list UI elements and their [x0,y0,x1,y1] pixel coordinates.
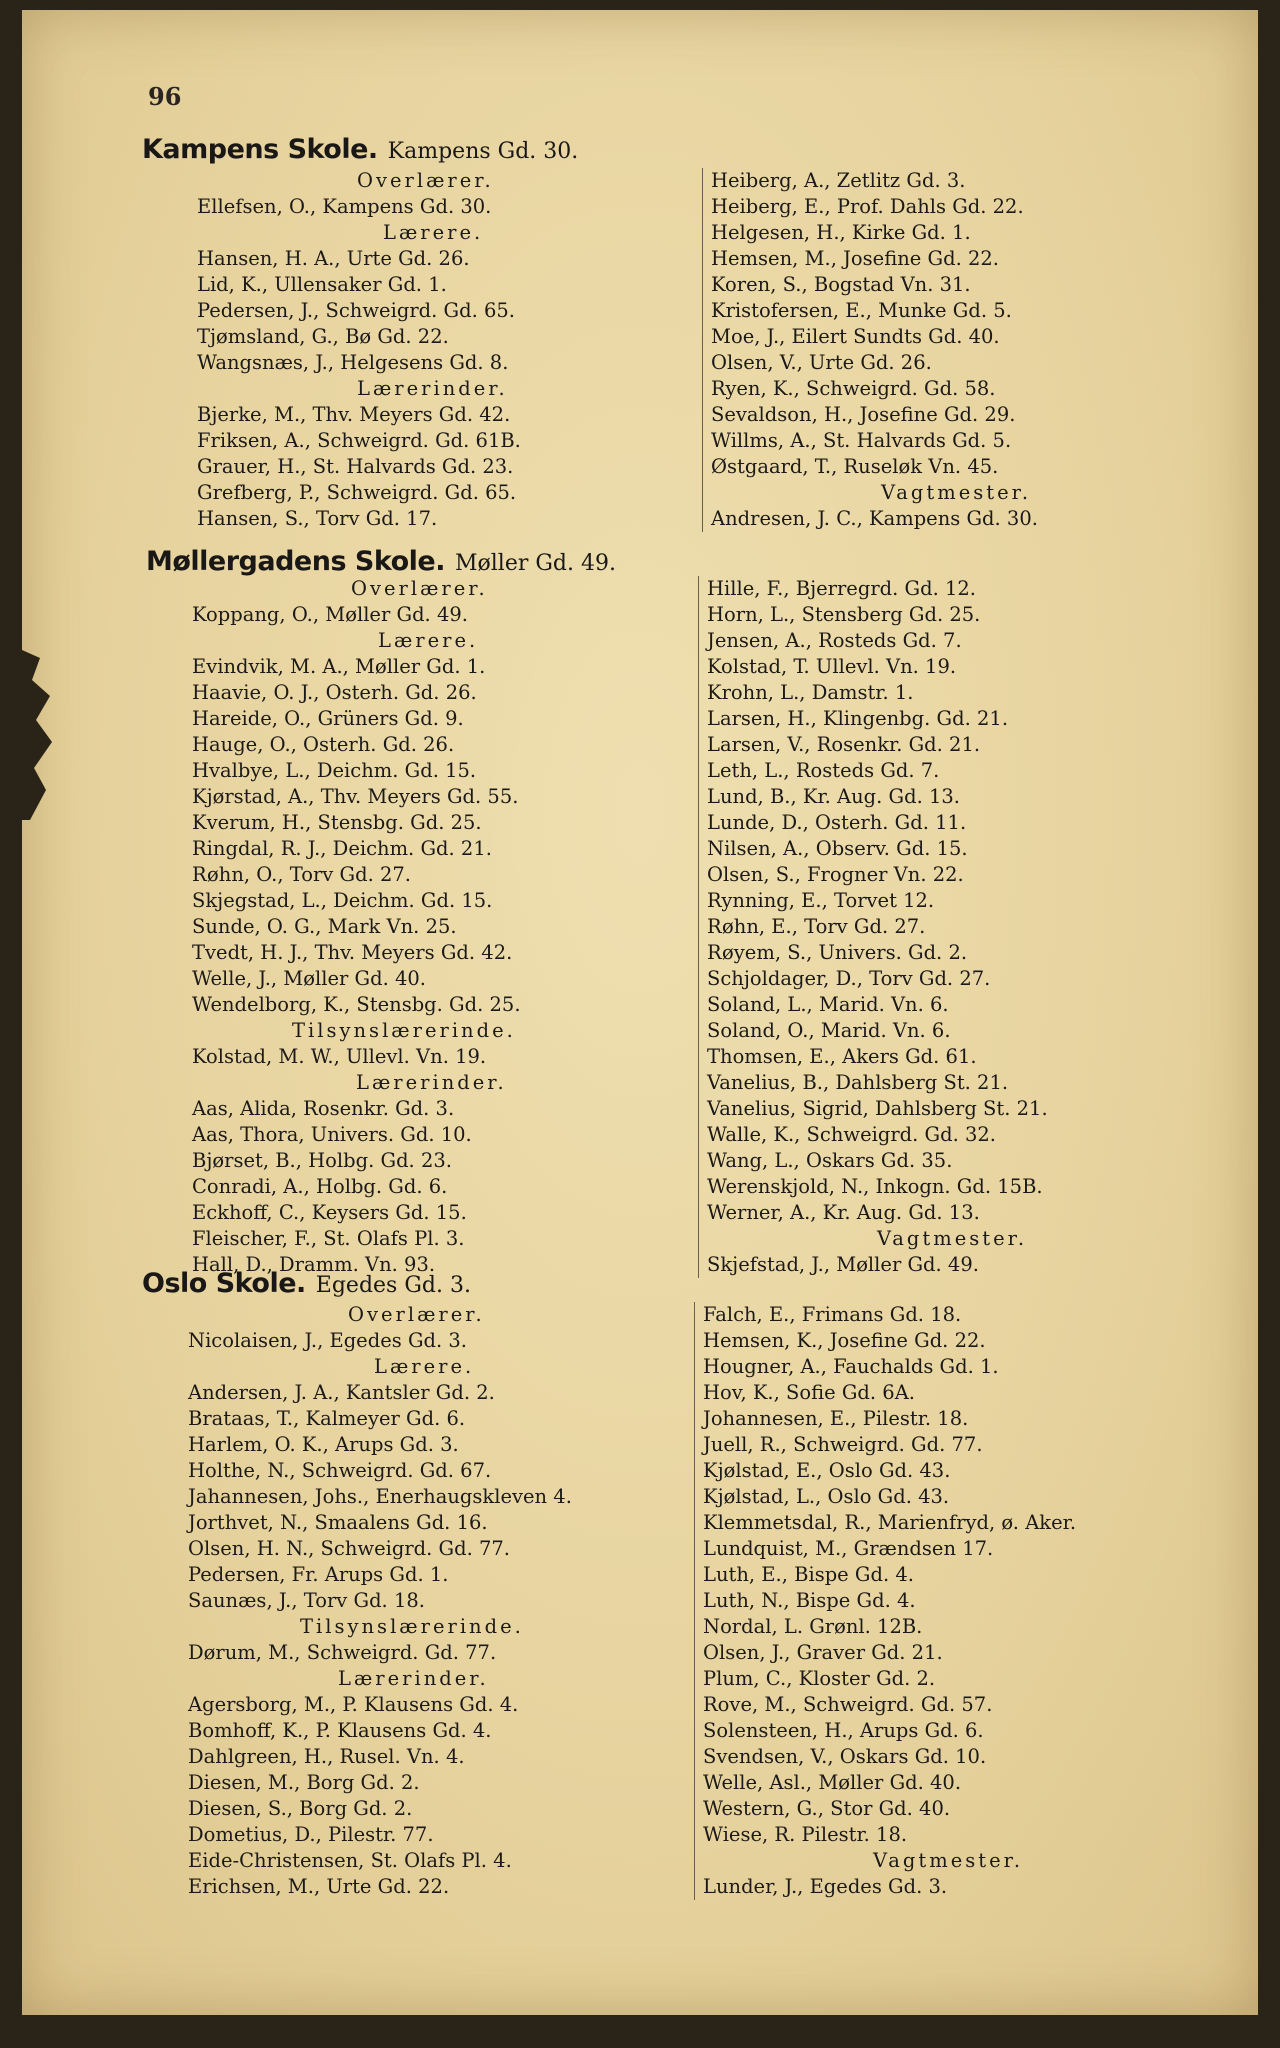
list-item: Kverum, H., Stensbg. Gd. 25. [192,811,482,834]
role-subheading: Lærere. [374,1355,475,1378]
list-item: Soland, O., Marid. Vn. 6. [707,1019,951,1042]
list-item: Horn, L., Stensberg Gd. 25. [707,603,981,626]
list-item: Conradi, A., Holbg. Gd. 6. [192,1175,448,1198]
list-item: Hvalbye, L., Deichm. Gd. 15. [192,759,477,782]
list-item: Olsen, J., Graver Gd. 21. [703,1641,943,1664]
list-item: Luth, E., Bispe Gd. 4. [703,1563,914,1586]
list-item: Welle, Asl., Møller Gd. 40. [703,1771,962,1794]
list-item: Koren, S., Bogstad Vn. 31. [711,273,971,296]
list-item: Nilsen, A., Observ. Gd. 15. [707,837,968,860]
list-item: Jahannesen, Johs., Enerhaugskleven 4. [188,1485,572,1508]
role-subheading: Lærerinder. [356,1071,507,1094]
list-item: Evindvik, M. A., Møller Gd. 1. [192,655,486,678]
list-item: Skjegstad, L., Deichm. Gd. 15. [192,889,493,912]
list-item: Plum, C., Kloster Gd. 2. [703,1667,936,1690]
list-item: Kolstad, M. W., Ullevl. Vn. 19. [192,1045,487,1068]
list-item: Johannesen, E., Pilestr. 18. [703,1407,969,1430]
school-name: Kampens Skole. [142,134,378,165]
list-item: Helgesen, H., Kirke Gd. 1. [711,221,971,244]
list-item: Ringdal, R. J., Deichm. Gd. 21. [192,837,492,860]
list-item: Diesen, M., Borg Gd. 2. [188,1771,420,1794]
list-item: Hareide, O., Grüners Gd. 9. [192,707,464,730]
list-item: Svendsen, V., Oskars Gd. 10. [703,1745,987,1768]
list-item: Heiberg, A., Zetlitz Gd. 3. [711,169,966,192]
torn-edge [22,650,82,820]
list-item: Nordal, L. Grønl. 12B. [703,1615,923,1638]
list-item: Schjoldager, D., Torv Gd. 27. [707,967,991,990]
section-heading [142,134,578,165]
list-item: Brataas, T., Kalmeyer Gd. 6. [188,1407,466,1430]
list-item: Tjømsland, G., Bø Gd. 22. [197,325,449,348]
list-item: Pedersen, Fr. Arups Gd. 1. [188,1563,449,1586]
list-item: Olsen, H. N., Schweigrd. Gd. 77. [188,1537,510,1560]
list-item: Werner, A., Kr. Aug. Gd. 13. [707,1201,980,1224]
list-item: Østgaard, T., Ruseløk Vn. 45. [711,455,999,478]
list-item: Luth, N., Bispe Gd. 4. [703,1589,916,1612]
list-item: Andresen, J. C., Kampens Gd. 30. [711,507,1038,530]
list-item: Wendelborg, K., Stensbg. Gd. 25. [192,993,521,1016]
role-subheading: Lærere. [378,629,479,652]
directory-page [22,10,1258,2015]
list-item: Røhn, E., Torv Gd. 27. [707,915,926,938]
list-item: Leth, L., Rosteds Gd. 7. [707,759,940,782]
role-subheading: Vagtmester. [877,1227,1028,1250]
left-column [170,1302,572,1900]
list-item: Vanelius, Sigrid, Dahlsberg St. 21. [707,1097,1048,1120]
list-item: Lid, K., Ullensaker Gd. 1. [197,273,447,296]
page-number: 96 [148,82,182,111]
list-item: Bomhoff, K., P. Klausens Gd. 4. [188,1719,492,1742]
list-item: Saunæs, J., Torv Gd. 18. [188,1589,425,1612]
list-item: Dørum, M., Schweigrd. Gd. 77. [188,1641,497,1664]
list-item: Dahlgreen, H., Rusel. Vn. 4. [188,1745,465,1768]
list-item: Wiese, R. Pilestr. 18. [703,1823,908,1846]
list-item: Willms, A., St. Halvards Gd. 5. [711,429,1012,452]
list-item: Diesen, S., Borg Gd. 2. [188,1797,413,1820]
list-item: Juell, R., Schweigrd. Gd. 77. [703,1433,983,1456]
role-subheading: Tilsynslærerinde. [300,1615,524,1638]
section-heading [146,546,616,577]
list-item: Thomsen, E., Akers Gd. 61. [707,1045,977,1068]
list-item: Ellefsen, O., Kampens Gd. 30. [197,195,492,218]
list-item: Pedersen, J., Schweigrd. Gd. 65. [197,299,515,322]
list-item: Hall, D., Dramm. Vn. 93. [192,1253,436,1276]
list-item: Soland, L., Marid. Vn. 6. [707,993,949,1016]
list-item: Bjerke, M., Thv. Meyers Gd. 42. [197,403,511,426]
list-item: Erichsen, M., Urte Gd. 22. [188,1875,450,1898]
list-item: Dometius, D., Pilestr. 77. [188,1823,434,1846]
list-item: Sevaldson, H., Josefine Gd. 29. [711,403,1016,426]
list-item: Vanelius, B., Dahlsberg St. 21. [707,1071,1009,1094]
list-item: Skjefstad, J., Møller Gd. 49. [707,1253,979,1276]
list-item: Harlem, O. K., Arups Gd. 3. [188,1433,459,1456]
list-item: Sunde, O. G., Mark Vn. 25. [192,915,457,938]
role-subheading: Overlærer. [348,1303,485,1326]
list-item: Jorthvet, N., Smaalens Gd. 16. [188,1511,488,1534]
list-item: Hansen, H. A., Urte Gd. 26. [197,247,470,270]
left-column [170,576,521,1278]
list-item: Andersen, J. A., Kantsler Gd. 2. [188,1381,495,1404]
list-item: Kolstad, T. Ullevl. Vn. 19. [707,655,957,678]
right-column [702,168,1038,532]
list-item: Agersborg, M., P. Klausens Gd. 4. [188,1693,519,1716]
list-item: Jensen, A., Rosteds Gd. 7. [707,629,962,652]
list-item: Tvedt, H. J., Thv. Meyers Gd. 42. [192,941,513,964]
role-subheading: Lærere. [383,221,484,244]
list-item: Kjølstad, E., Oslo Gd. 43. [703,1459,951,1482]
school-address: Egedes Gd. 3. [315,1273,471,1298]
list-item: Hansen, S., Torv Gd. 17. [197,507,438,530]
list-item: Wang, L., Oskars Gd. 35. [707,1149,953,1172]
role-subheading: Overlærer. [357,169,494,192]
list-item: Aas, Thora, Univers. Gd. 10. [192,1123,472,1146]
list-item: Wangsnæs, J., Helgesens Gd. 8. [197,351,509,374]
list-item: Grauer, H., St. Halvards Gd. 23. [197,455,514,478]
school-address: Kampens Gd. 30. [387,139,579,164]
list-item: Klemmetsdal, R., Marienfryd, ø. Aker. [703,1511,1077,1534]
list-item: Holthe, N., Schweigrd. Gd. 67. [188,1459,492,1482]
section-heading [142,1268,471,1299]
list-item: Haavie, O. J., Osterh. Gd. 26. [192,681,477,704]
school-address: Møller Gd. 49. [454,551,616,576]
list-item: Røyem, S., Univers. Gd. 2. [707,941,968,964]
list-item: Rove, M., Schweigrd. Gd. 57. [703,1693,993,1716]
list-item: Eide-Christensen, St. Olafs Pl. 4. [188,1849,512,1872]
list-item: Kjølstad, L., Oslo Gd. 43. [703,1485,950,1508]
list-item: Bjørset, B., Holbg. Gd. 23. [192,1149,452,1172]
list-item: Olsen, S., Frogner Vn. 22. [707,863,964,886]
list-item: Lund, B., Kr. Aug. Gd. 13. [707,785,961,808]
list-item: Hougner, A., Fauchalds Gd. 1. [703,1355,999,1378]
role-subheading: Lærerinder. [357,377,508,400]
list-item: Kjørstad, A., Thv. Meyers Gd. 55. [192,785,519,808]
role-subheading: Tilsynslærerinde. [292,1019,516,1042]
role-subheading: Overlærer. [351,577,488,600]
list-item: Werenskjold, N., Inkogn. Gd. 15B. [707,1175,1043,1198]
school-name: Møllergadens Skole. [146,546,445,577]
list-item: Walle, K., Schweigrd. Gd. 32. [707,1123,997,1146]
list-item: Lundquist, M., Grændsen 17. [703,1537,994,1560]
role-subheading: Vagtmester. [881,481,1032,504]
left-column [170,168,521,532]
right-column [694,1302,1076,1900]
list-item: Larsen, V., Rosenkr. Gd. 21. [707,733,981,756]
list-item: Hov, K., Sofie Gd. 6A. [703,1381,915,1404]
list-item: Hille, F., Bjerregrd. Gd. 12. [707,577,976,600]
list-item: Heiberg, E., Prof. Dahls Gd. 22. [711,195,1024,218]
school-name: Oslo Skole. [142,1268,306,1299]
list-item: Nicolaisen, J., Egedes Gd. 3. [188,1329,468,1352]
role-subheading: Vagtmester. [873,1849,1024,1872]
list-item: Welle, J., Møller Gd. 40. [192,967,427,990]
list-item: Solensteen, H., Arups Gd. 6. [703,1719,984,1742]
list-item: Ryen, K., Schweigrd. Gd. 58. [711,377,996,400]
list-item: Larsen, H., Klingenbg. Gd. 21. [707,707,1009,730]
list-item: Aas, Alida, Rosenkr. Gd. 3. [192,1097,455,1120]
list-item: Moe, J., Eilert Sundts Gd. 40. [711,325,1000,348]
list-item: Rynning, E., Torvet 12. [707,889,935,912]
role-subheading: Lærerinder. [338,1667,489,1690]
list-item: Lunder, J., Egedes Gd. 3. [703,1875,948,1898]
list-item: Krohn, L., Damstr. 1. [707,681,914,704]
list-item: Hauge, O., Osterh. Gd. 26. [192,733,455,756]
list-item: Falch, E., Frimans Gd. 18. [703,1303,962,1326]
list-item: Eckhoff, C., Keysers Gd. 15. [192,1201,467,1224]
list-item: Hemsen, M., Josefine Gd. 22. [711,247,999,270]
list-item: Fleischer, F., St. Olafs Pl. 3. [192,1227,465,1250]
list-item: Lunde, D., Osterh. Gd. 11. [707,811,967,834]
list-item: Friksen, A., Schweigrd. Gd. 61B. [197,429,521,452]
list-item: Olsen, V., Urte Gd. 26. [711,351,932,374]
right-column [698,576,1048,1278]
list-item: Kristofersen, E., Munke Gd. 5. [711,299,1012,322]
list-item: Grefberg, P., Schweigrd. Gd. 65. [197,481,517,504]
list-item: Western, G., Stor Gd. 40. [703,1797,951,1820]
list-item: Koppang, O., Møller Gd. 49. [192,603,468,626]
list-item: Hemsen, K., Josefine Gd. 22. [703,1329,986,1352]
list-item: Røhn, O., Torv Gd. 27. [192,863,411,886]
